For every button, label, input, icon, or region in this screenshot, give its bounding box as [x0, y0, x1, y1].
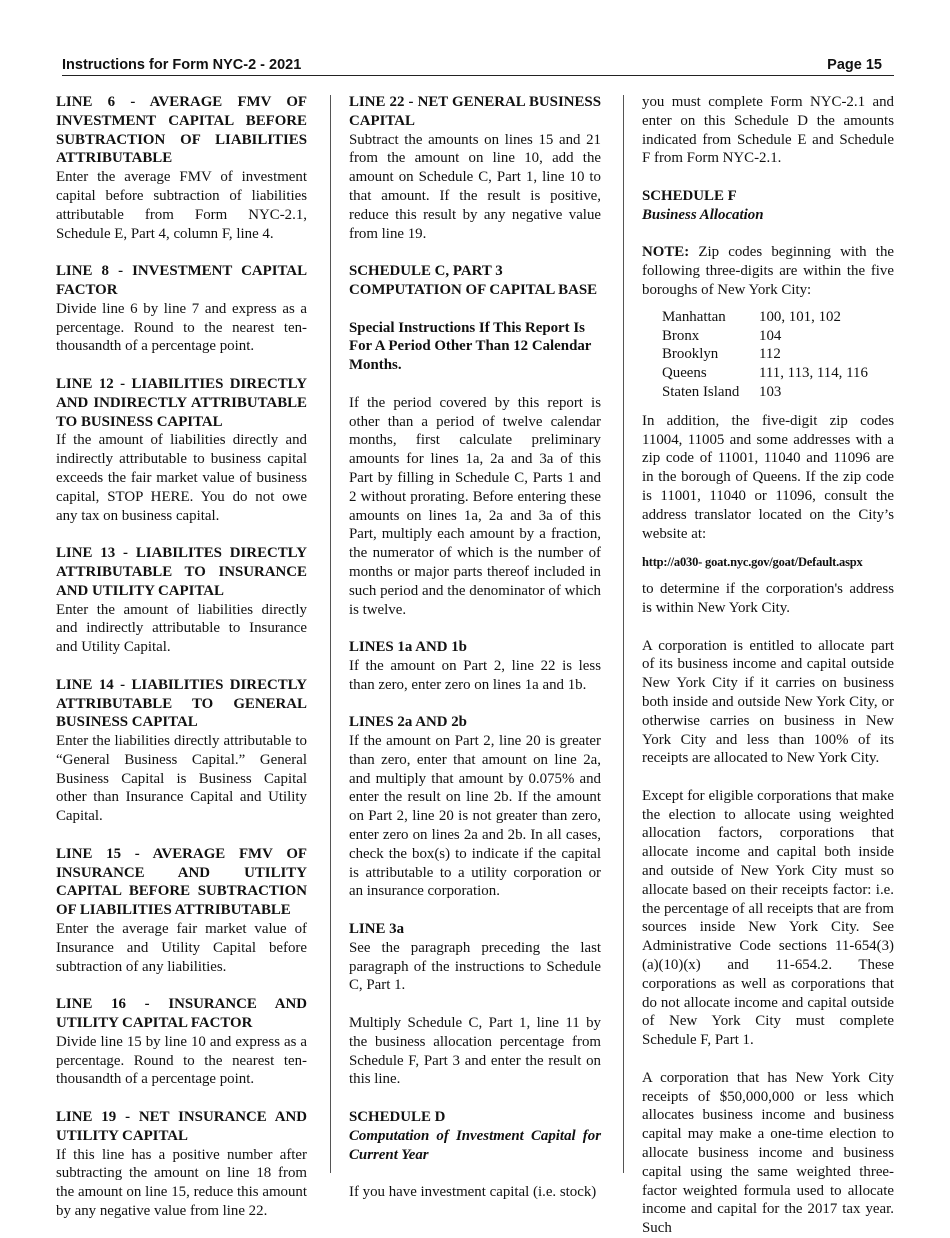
table-row: [662, 364, 868, 383]
note-paragraph: [642, 243, 894, 299]
line22-text: Subtract the amounts on lines 15 and 21 from the amount on line 10, add the amount on Schedule C, Part 1, line 10 to that amount. If the result is positive, reduce this result by any negative value from line 19.: [349, 131, 601, 242]
line13-text: Enter the amount of liabilities directly and indirectly attributable to Insurance and Utility Capital.: [56, 601, 307, 656]
borough-codes: 112: [759, 346, 781, 363]
line19-text: If this line has a positive number after subtracting the amount on line 18 from the amount on line 15, reduce this amount by any negative value from line 22.: [56, 1146, 307, 1220]
schedule-d-subheading: Computation of Investment Capital for Current Year: [349, 1127, 601, 1163]
schedule-f-heading: SCHEDULE F: [642, 187, 737, 204]
line19-heading: LINE 19 - NET INSURANCE AND UTILITY CAPITAL: [56, 1109, 307, 1144]
column-1: [56, 93, 307, 1221]
table-row: [662, 308, 868, 327]
borough-codes: 104: [759, 327, 782, 344]
except-text: Except for eligible corporations that make the election to allocate using weighted allocation factors, corporations that allocate income and capital both inside and outside of New York City must so allocate based on their receipts factor: i.e. the percentage of all receipts that are from sources inside New York City. See Administrative Code sections 11-654(3)(a)(10)(x) and 11-654.2. These corporations as well as corporations that do not allocate income and capital outside of New York City must complete Schedule F, Part 1.: [642, 787, 894, 1049]
lines1-text: If the amount on Part 2, line 22 is less than zero, enter zero on lines 1a and 1b.: [349, 657, 601, 693]
line12-heading: LINE 12 - LIABILITIES DIRECTLY AND INDIRECTLY ATTRIBUTABLE TO BUSINESS CAPITAL: [56, 375, 307, 430]
note-text: Zip codes beginning with the following three-digits are within the five boroughs of New York City:: [642, 244, 894, 298]
line3a-heading: LINE 3a: [349, 921, 405, 938]
table-row: [662, 383, 868, 402]
schedule-d-text: If you have investment capital (i.e. stock): [349, 1184, 597, 1201]
line15-heading: LINE 15 - AVERAGE FMV OF INSURANCE AND UTILITY CAPITAL BEFORE SUBTRACTION OF LIABILITIES ATTRIBUTABLE: [56, 845, 307, 919]
special-instructions-heading: Special Instructions If This Report Is For A Period Other Than 12 Calendar Months.: [349, 319, 592, 374]
receipts-text: A corporation that has New York City receipts of $50,000,000 or less which allocates business income and business capital may make a one-time election to allocate business income and business capital using the same weighted three-factor weighted formula used to allocate income and capital for the 2017 tax year. Such: [642, 1069, 894, 1237]
borough-codes: 103: [759, 383, 782, 400]
schedule-d-heading: SCHEDULE D: [349, 1109, 446, 1126]
line14-text: Enter the liabilities directly attributable to “General Business Capital.” General Business Capital is Business Capital other than Insurance Capital and Utility Capital.: [56, 733, 307, 825]
borough-codes: 111, 113, 114, 116: [759, 365, 868, 382]
line12-text: If the amount of liabilities directly and indirectly attributable to business capital exceeds the fair market value of business capital, STOP HERE. You do not owe any tax on business capital.: [56, 432, 307, 524]
special-instructions-text: If the period covered by this report is other than a period of twelve calendar months, first calculate preliminary amounts for lines 1a, 2a and 3a of this Part by filling in Schedule C, Parts 1 and 2 without prorating. Before entering these amounts on lines 1a, 2a and 3a of this Part, multiply each amount by a fraction, the numerator of which is the number of months or major parts thereof included in such period and the denominator of which is twelve.: [349, 394, 601, 618]
line16-text: Divide line 15 by line 10 and express as a percentage. Round to the nearest ten-thousandth of a percentage point.: [56, 1033, 307, 1088]
page-header: [62, 56, 894, 76]
column-2: [349, 93, 601, 1202]
line14-heading: LINE 14 - LIABILITIES DIRECTLY ATTRIBUTABLE TO GENERAL BUSINESS CAPITAL: [56, 676, 307, 731]
zip-addition-text: In addition, the five-digit zip codes 11004, 11005 and some addresses with a zip code of 11001, 11040 and 11096 are in the borough of Queens. If the zip code is 11001, 11040 or 11096, consult the address translator located on the City’s website at:: [642, 412, 894, 542]
table-row: [662, 345, 868, 364]
borough-zip-table: [662, 308, 868, 402]
table-row: [662, 327, 868, 346]
allocate-text: A corporation is entitled to allocate part of its business income and capital outside New York City if it carries on business both inside and outside New York City, or otherwise carries on business in New York City and less than 100% of its receipts are allocated to New York City.: [642, 637, 894, 767]
lines1-heading: LINES 1a AND 1b: [349, 639, 467, 656]
line6-heading: LINE 6 - AVERAGE FMV OF INVESTMENT CAPITAL BEFORE SUBTRACTION OF LIABILITIES ATTRIBUTABLE: [56, 94, 307, 167]
line3a-text-2: Multiply Schedule C, Part 1, line 11 by the business allocation percentage from Schedule F, Part 3 and enter the result on this line.: [349, 1015, 601, 1088]
borough-name: Staten Island: [662, 383, 740, 400]
note-label: NOTE:: [642, 244, 690, 261]
line8-text: Divide line 6 by line 7 and express as a percentage. Round to the nearest ten-thousandth of a percentage point.: [56, 300, 307, 355]
schedule-f-subheading: Business Allocation: [642, 206, 764, 223]
line16-heading: LINE 16 - INSURANCE AND UTILITY CAPITAL FACTOR: [56, 996, 307, 1032]
line13-heading: LINE 13 - LIABILITES DIRECTLY ATTRIBUTABLE TO INSURANCE AND UTILITY CAPITAL: [56, 545, 307, 599]
borough-codes: 100, 101, 102: [759, 308, 841, 325]
line15-text: Enter the average fair market value of Insurance and Utility Capital before subtraction of any liabilities.: [56, 921, 307, 975]
column-3: [642, 93, 894, 1238]
lines2-text: If the amount on Part 2, line 20 is greater than zero, enter that amount on line 2a, and multiply that amount by 0.075% and enter the result on line 2b. If the amount on Part 2, line 20 is not greater than zero, enter zero on lines 2a and 2b. In all cases, check the box(s) to indicate if the capital is attributable to a utility corporation or an insurance corporation.: [349, 733, 601, 900]
schedule-d-continued-text: you must complete Form NYC-2.1 and enter on this Schedule D the amounts indicated from Schedule E and Schedule F from Form NYC-2.1.: [642, 94, 894, 167]
line6-text: Enter the average FMV of investment capital before subtraction of liabilities attributable from Form NYC-2.1, Schedule E, Part 4, column F, line 4.: [56, 169, 307, 242]
document-title: Instructions for Form NYC-2 - 2021: [62, 57, 302, 73]
borough-name: Queens: [662, 365, 707, 382]
address-translator-url[interactable]: http://a030- goat.nyc.gov/goat/Default.aspx: [642, 555, 863, 570]
borough-name: Bronx: [662, 327, 700, 344]
line3a-text-1: See the paragraph preceding the last paragraph of the instructions to Schedule C, Part 1.: [349, 939, 601, 994]
borough-name: Manhattan: [662, 308, 726, 325]
column-divider-right: [623, 95, 624, 1173]
schedule-c-part3-heading: SCHEDULE C, PART 3 COMPUTATION OF CAPITAL BASE: [349, 263, 598, 298]
lines2-heading: LINES 2a AND 2b: [349, 714, 467, 731]
line22-heading: LINE 22 - NET GENERAL BUSINESS CAPITAL: [349, 94, 601, 129]
determine-text: to determine if the corporation's address is within New York City.: [642, 581, 894, 616]
line8-heading: LINE 8 - INVESTMENT CAPITAL FACTOR: [56, 263, 307, 298]
page-number: Page 15: [827, 57, 882, 73]
borough-name: Brooklyn: [662, 346, 719, 363]
column-divider-left: [330, 95, 331, 1173]
